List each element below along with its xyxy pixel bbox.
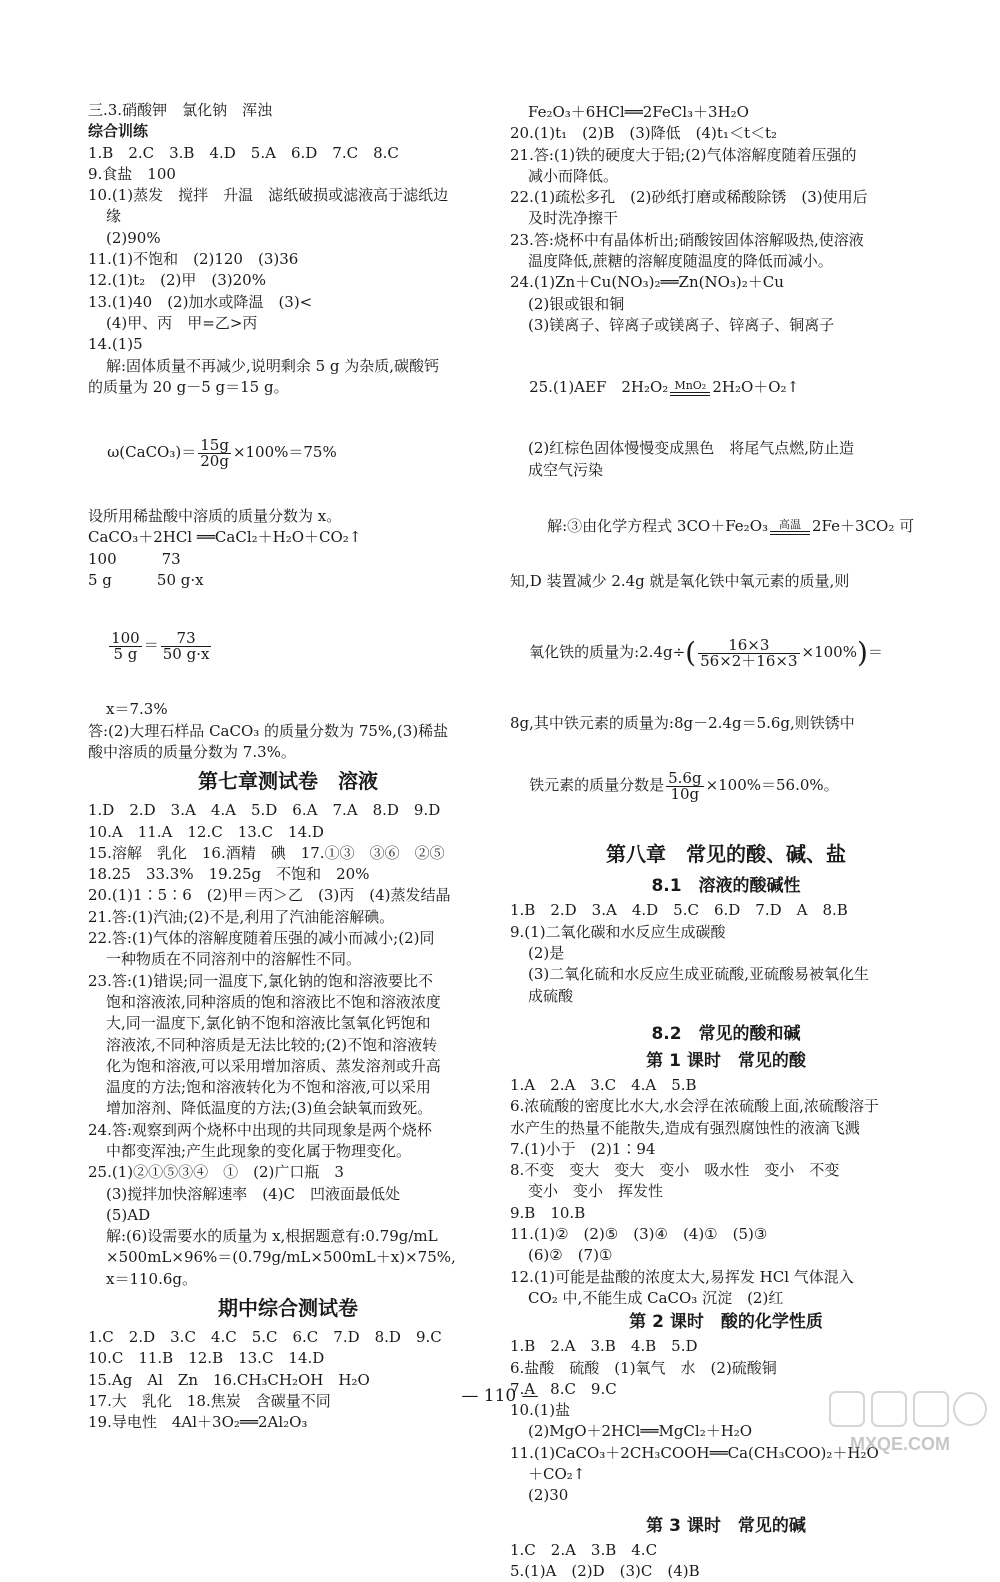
answer-line: 饱和溶液浓,同种溶质的饱和溶液比不饱和溶液浓度 [106,992,441,1011]
equation-line: Fe₂O₃＋6HCl══2FeCl₃＋3H₂O [528,103,749,121]
answer-line: 13.(1)40 (2)加水或降温 (3)< [88,292,313,311]
formula-text: ×100%＝75% [232,443,337,462]
equation-text: 2H₂O＋O₂↑ [712,378,800,397]
answer-line: 变小 变小 挥发性 [528,1182,664,1201]
answer-line: 缘 [106,207,122,226]
equation-line [510,336,942,438]
answer-line: (2)90% [106,228,161,247]
answer-line: 1.B 2.A 3.B 4.B 5.D [510,1337,698,1356]
paren-right: ) [856,636,868,670]
formula-text: ω(CaCO₃)＝ [107,443,197,462]
formula-line [88,398,488,506]
formula-line [510,734,942,836]
chapter-heading: 第七章测试卷 溶液 [198,769,378,794]
fraction-numerator: 100 [111,628,140,647]
reaction-condition [670,380,710,396]
answer-line: 9.B 10.B [510,1203,586,1222]
watermark-logo [800,1388,1000,1458]
answer-line: 21.答:(1)铁的硬度大于铝;(2)气体溶解度随着压强的 [510,145,857,164]
answer-line: 1.B 2.C 3.B 4.D 5.A 6.D 7.C 8.C [88,143,399,162]
answer-line: 20.(1)1∶5∶6 (2)甲＝丙＞乙 (3)丙 (4)蒸发结晶 [88,886,451,905]
answer-line: 5 g 50 g·x [88,571,204,590]
answer-line: 23.答:(1)错误;同一温度下,氯化钠的饱和溶液要比不 [88,971,433,990]
answer-line: (5)AD [106,1205,151,1224]
fraction [109,628,142,663]
answer-line: 21.答:(1)汽油;(2)不是,利用了汽油能溶解碘。 [88,907,395,926]
equation-text: 2Fe＋3CO₂ 可 [812,516,915,535]
page-number: — 110 — [461,1386,539,1406]
reaction-arrow [670,392,710,396]
fraction-numerator: 16×3 [698,638,799,654]
lesson-heading: 第 2 课时 酸的化学性质 [629,1312,823,1333]
equation-line: 24.(1)Zn＋Cu(NO₃)₂══Zn(NO₃)₂＋Cu [510,273,784,292]
answer-line: 温度降低,蔗糖的溶解度随温度的降低而减小。 [528,252,833,271]
answer-line: 1.A 2.A 3.C 4.A 5.B [510,1075,697,1094]
answer-line: 减小而降低。 [528,166,619,185]
answer-line: (4)甲、丙 甲=乙>丙 [106,313,258,332]
answer-line: (3)二氧化硫和水反应生成亚硫酸,亚硫酸易被氧化生 [528,965,870,984]
fraction-denominator: 50 g·x [162,644,210,663]
fraction [666,768,703,803]
fraction-denominator: 56×2＋16×3 [700,651,798,670]
condition-label: 高温 [779,517,802,531]
section-heading: 8.1 溶液的酸碱性 [651,876,801,897]
fraction [198,435,231,470]
answer-line: 7.A 8.C 9.C [510,1379,617,1398]
answer-line: (2)30 [528,1486,569,1505]
answer-line: 溶液浓,不同种溶质是无法比较的;(2)不饱和溶液转 [106,1035,438,1054]
answer-line: x＝7.3% [106,700,168,719]
fraction [698,635,799,670]
answer-line: 成硫酸 [528,986,574,1005]
answer-line: 化为饱和溶液,可以采用增加溶质、蒸发溶剂或升高 [106,1056,441,1075]
answer-line: 温度的方法;饱和溶液转化为不饱和溶液,可以采用 [106,1078,431,1097]
answer-line: 三.3.硝酸钾 氯化钠 浑浊 [88,101,273,119]
ratio-line [88,591,488,699]
answer-line: 中都变浑浊;产生此现象的变化属于物理变化。 [106,1141,412,1160]
chapter-heading: 第八章 常见的酸、碱、盐 [606,842,846,867]
answer-line: 12.(1)t₂ (2)甲 (3)20% [88,271,266,290]
answer-line: 15.Ag Al Zn 16.CH₃CH₂OH H₂O [88,1370,370,1389]
answer-line: 酸中溶质的质量分数为 7.3%。 [88,742,296,761]
equation-text: 25.(1)AEF 2H₂O₂ [529,378,669,397]
answer-line: 11.(1)不饱和 (2)120 (3)36 [88,250,299,269]
answer-line: 100 73 [88,549,181,568]
answer-line: 20.(1)t₁ (2)B (3)降低 (4)t₁＜t＜t₂ [510,124,778,143]
equation-text: 解:③由化学方程式 3CO＋Fe₂O₃ [547,516,769,535]
answer-line: (2)红棕色固体慢慢变成黑色 将尾气点燃,防止造 [528,439,855,458]
fraction-denominator: 20g [200,451,229,470]
answer-line: 5.(1)A (2)D (3)C (4)B [510,1561,700,1580]
formula-text: ×100%＝56.0%。 [705,776,839,795]
answer-line: 18.25 33.3% 19.25g 不饱和 20% [88,865,370,884]
equals-sign: ＝ [867,643,883,662]
answer-line: 解:固体质量不再减少,说明剩余 5 g 为杂质,碳酸钙 [106,356,440,375]
lesson-heading: 第 1 课时 常见的酸 [646,1050,806,1071]
answer-line: 1.C 2.A 3.B 4.C [510,1540,658,1559]
answer-line: 9.(1)二氧化碳和水反应生成碳酸 [510,922,726,941]
equation-line: CaCO₃＋2HCl ══CaCl₂＋H₂O＋CO₂↑ [88,528,362,547]
answer-line: 14.(1)5 [88,335,143,354]
fraction-denominator: 5 g [113,644,138,663]
answer-line: 8.不变 变大 变大 变小 吸水性 变小 不变 [510,1161,840,1180]
answer-line: 17.大 乳化 18.焦炭 含碳量不同 [88,1391,331,1410]
answer-line: 答:(2)大理石样品 CaCO₃ 的质量分数为 75%,(3)稀盐 [88,721,449,740]
answer-line: 及时洗净擦干 [528,209,619,228]
fraction-numerator: 15g [200,435,229,454]
answer-line: 水产生的热量不能散失,造成有强烈腐蚀性的液滴飞溅 [510,1118,860,1137]
formula-text: 铁元素的质量分数是 [529,776,665,795]
answer-line: 大,同一温度下,氯化钠不饱和溶液比氢氧化钙饱和 [106,1014,431,1033]
test-heading: 期中综合测试卷 [218,1296,358,1321]
answer-line: 10.A 11.A 12.C 13.C 14.D [88,822,324,841]
answer-line: 1.C 2.D 3.C 4.C 5.C 6.C 7.D 8.D 9.C [88,1328,442,1347]
answer-line: 23.答:烧杯中有晶体析出;硝酸铵固体溶解吸热,使溶液 [510,230,864,249]
answer-line: 6.盐酸 硫酸 (1)氧气 水 (2)硫酸铜 [510,1358,777,1377]
section-heading: 8.2 常见的酸和碱 [651,1023,801,1044]
answer-line: 设所用稀盐酸中溶质的质量分数为 x。 [88,507,342,526]
equation-line [510,481,942,571]
answer-line: (2)是 [528,944,565,963]
answer-line: 22.(1)疏松多孔 (2)砂纸打磨或稀酸除锈 (3)使用后 [510,188,868,207]
answer-line: 知,D 装置减少 2.4g 就是氧化铁中氧元素的质量,则 [510,571,850,590]
section-label: 综合训练 [88,122,149,141]
answer-line: 6.浓硫酸的密度比水大,水会浮在浓硫酸上面,浓硫酸溶于 [510,1097,879,1116]
lesson-heading: 第 3 课时 常见的碱 [646,1515,806,1536]
answer-line: 19.导电性 4Al＋3O₂══2Al₂O₃ [88,1413,308,1432]
answer-line: 1.D 2.D 3.A 4.A 5.D 6.A 7.A 8.D 9.D [88,801,441,820]
equation-line: (2)MgO＋2HCl══MgCl₂＋H₂O [528,1422,753,1441]
answer-line: 24.答:观察到两个烧杯中出现的共同现象是两个烧杯 [88,1120,432,1139]
answer-line: 1.B 2.D 3.A 4.D 5.C 6.D 7.D A 8.B [510,901,848,920]
reaction-condition [770,519,810,535]
answer-line: 15.溶解 乳化 16.酒精 碘 17.①③ ③⑥ ②⑤ [88,843,445,862]
answer-line: (3)镁离子、锌离子或镁离子、锌离子、铜离子 [528,315,835,334]
answer-line: 7.(1)小于 (2)1∶94 [510,1139,656,1158]
answer-line: 10.C 11.B 12.B 13.C 14.D [88,1349,325,1368]
fraction-denominator: 10g [670,784,700,803]
answer-line: 22.答:(1)气体的溶解度随着压强的减小而减小;(2)同 [88,929,435,948]
answer-line: 10.(1)盐 [510,1401,571,1420]
fraction-numerator: 73 [161,631,212,647]
answer-line: CO₂ 中,不能生成 CaCO₃ 沉淀 (2)红 [528,1288,784,1307]
reaction-arrow [770,531,810,535]
fraction [161,628,212,663]
answer-line: 成空气污染 [528,460,604,479]
answer-line: (6)② (7)① [528,1246,613,1265]
answer-line: 解:(6)设需要水的质量为 x,根据题意有:0.79g/mL [106,1227,438,1246]
answer-line: 一种物质在不同溶剂中的溶解性不同。 [106,950,362,969]
equals-sign: ＝ [143,636,159,655]
equation-line: ＋CO₂↑ [528,1464,586,1483]
right-column [510,102,942,1582]
answer-line: ×500mL×96%＝(0.79g/mL×500mL＋x)×75%, [106,1248,456,1267]
answer-line: 11.(1)② (2)⑤ (3)④ (4)① (5)③ [510,1225,768,1244]
equation-line: 11.(1)CaCO₃＋2CH₃COOH══Ca(CH₃COO)₂＋H₂O [510,1443,879,1462]
answer-line: 9.食盐 100 [88,164,176,183]
answer-line: 的质量为 20 g－5 g＝15 g。 [88,377,289,396]
answer-line: 10.(1)蒸发 搅拌 升温 滤纸破损或滤液高于滤纸边 [88,186,449,205]
formula-line [510,592,942,713]
left-column [88,100,488,1434]
fraction-numerator: 5.6g [668,768,702,787]
watermark-text: MXQE.COM [849,1434,951,1454]
answer-line: (3)搅拌加快溶解速率 (4)C 凹液面最低处 [106,1184,400,1203]
answer-line: (2)银或银和铜 [528,294,625,313]
answer-line: 25.(1)②①⑤③④ ① (2)广口瓶 3 [88,1163,344,1182]
answer-line: 8g,其中铁元素的质量为:8g－2.4g＝5.6g,则铁锈中 [510,714,855,733]
answer-line: 12.(1)可能是盐酸的浓度太大,易挥发 HCl 气体混入 [510,1267,854,1286]
paren-left: ( [685,636,697,670]
catalyst-label: MnO₂ [674,379,707,393]
answer-line: x＝110.6g。 [106,1269,198,1288]
formula-text: 氧化铁的质量为:2.4g÷ [529,643,686,662]
answer-line: 增加溶剂、降低温度的方法;(3)鱼会缺氧而致死。 [106,1099,433,1118]
formula-text: ×100% [801,643,857,662]
